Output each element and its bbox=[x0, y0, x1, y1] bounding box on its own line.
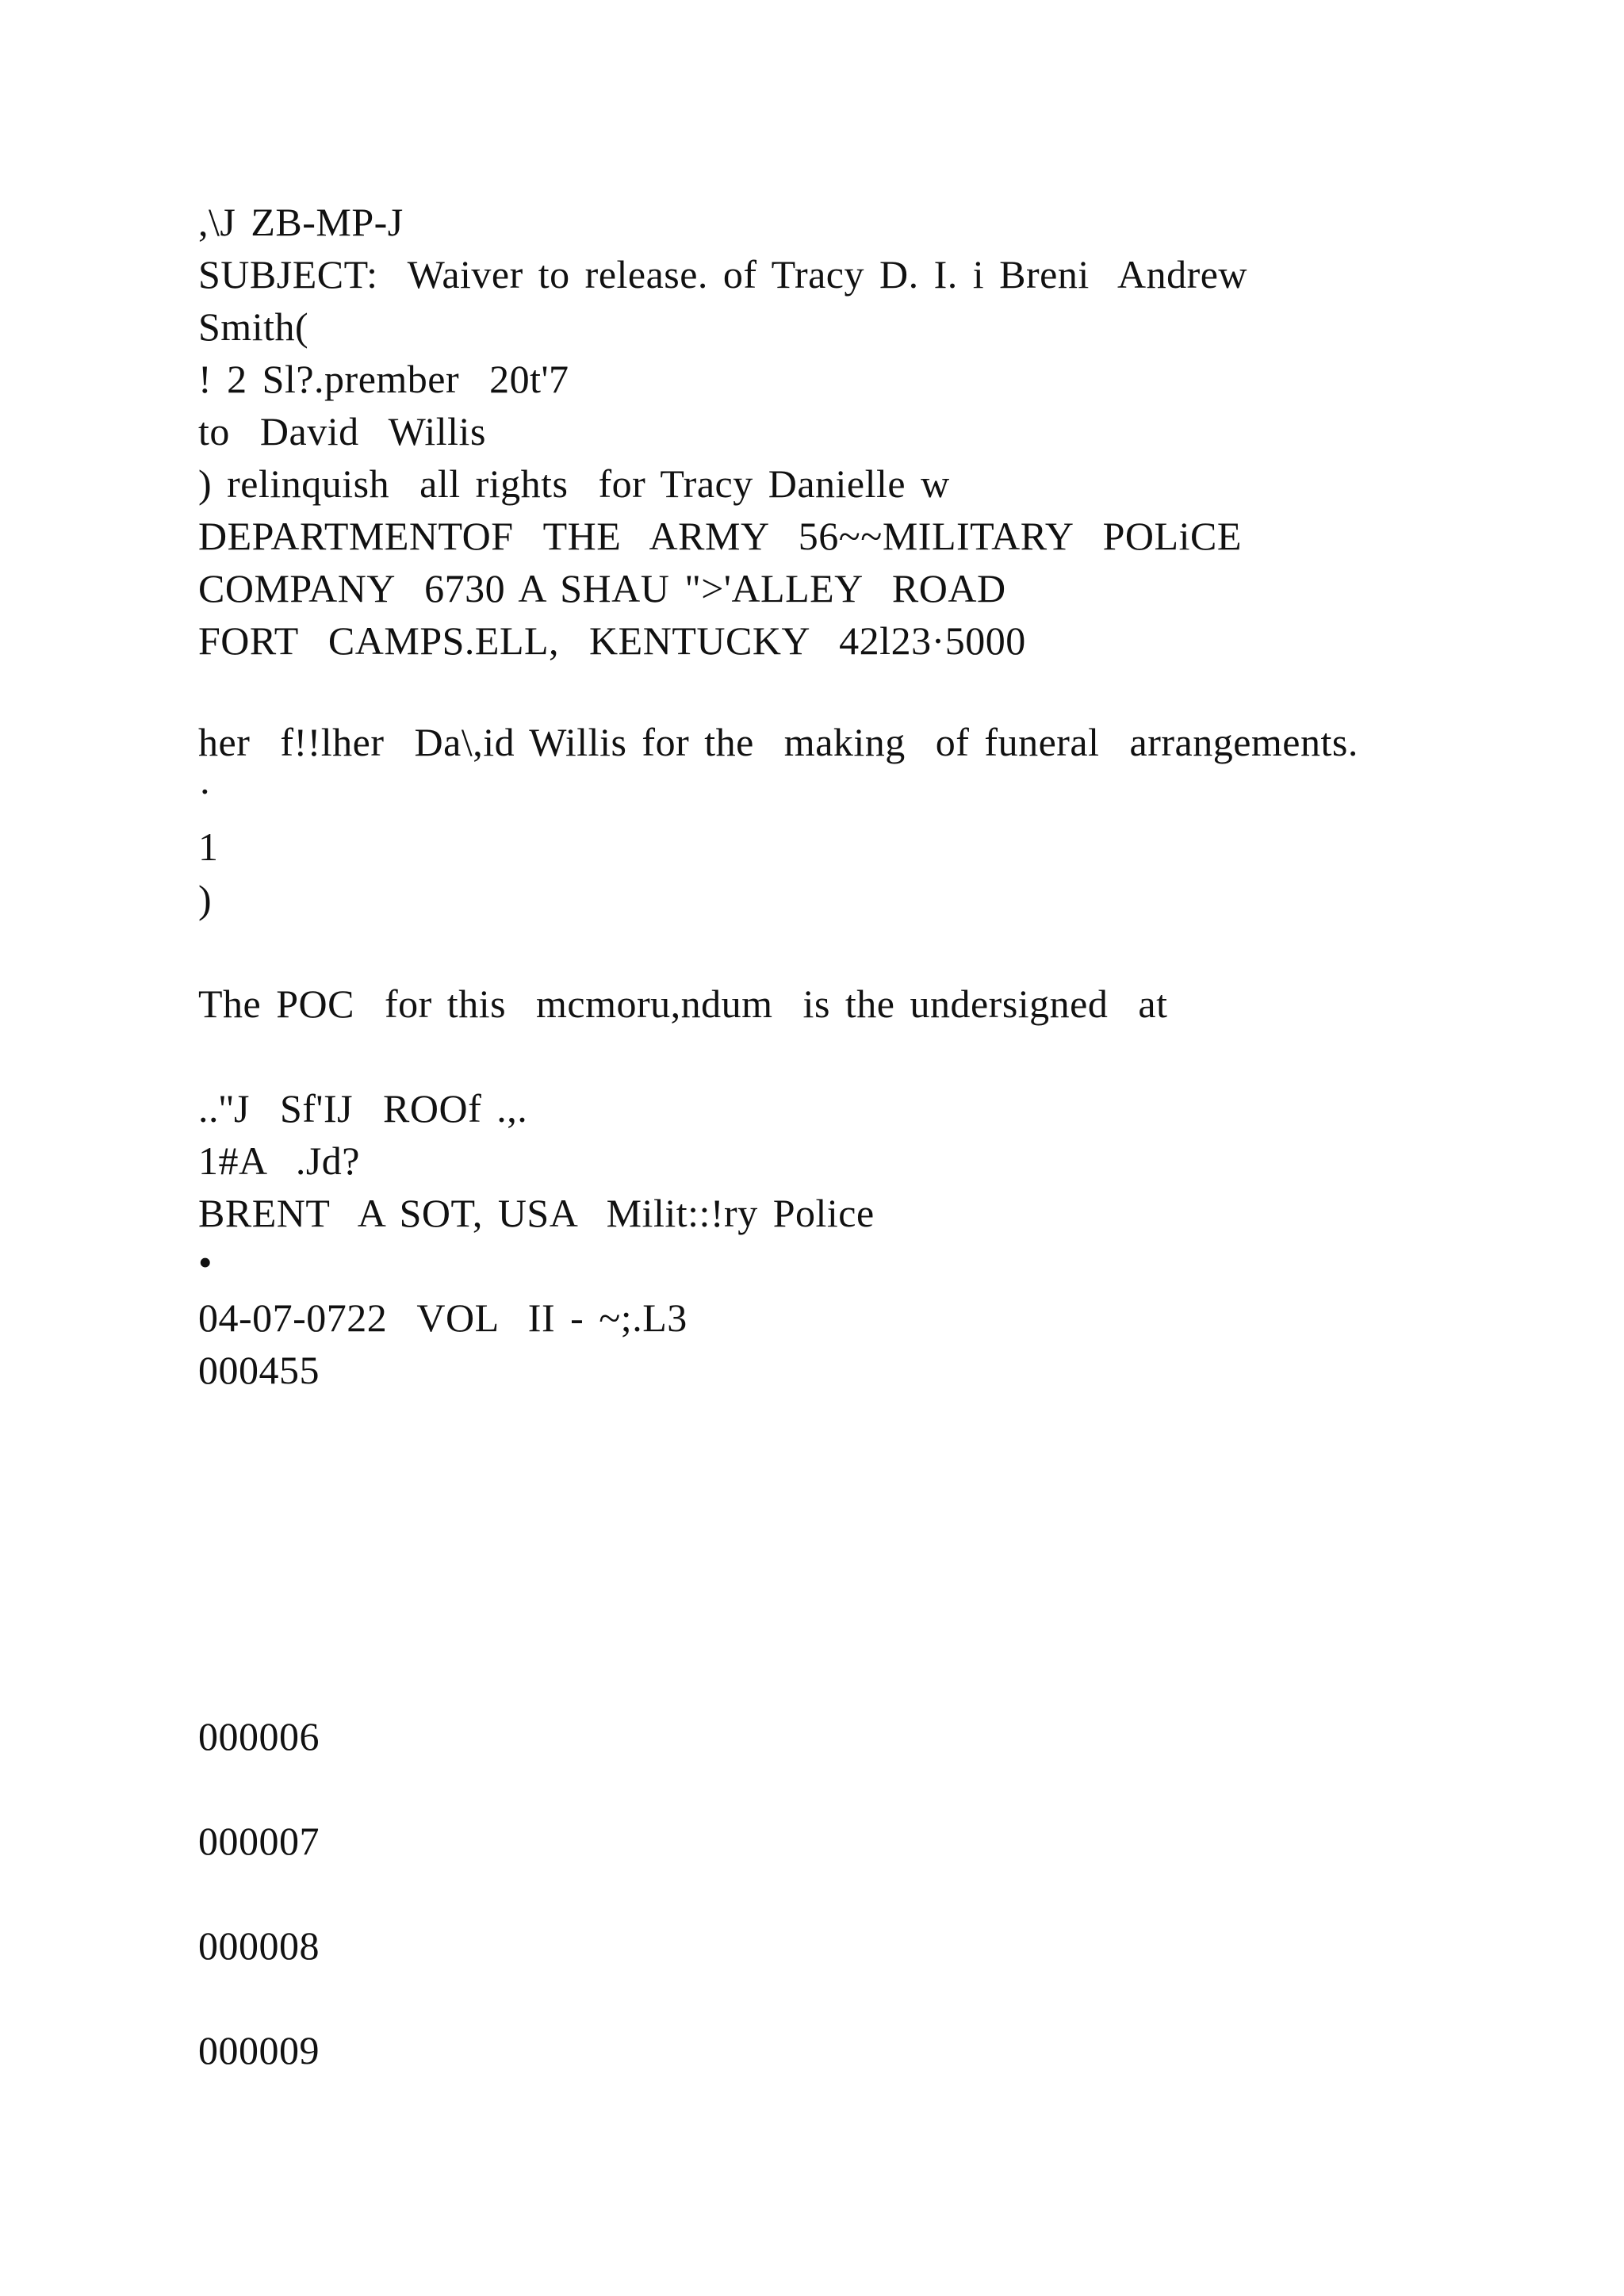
subject-line: SUBJECT: Waiver to release. of Tracy D. I. i Breni Andrew bbox=[198, 252, 1248, 297]
subject-continuation: Smith( bbox=[198, 304, 309, 349]
page-number: 000455 bbox=[198, 1348, 320, 1392]
body-line: her f!!lher Da\,id Willis for the making of funeral arrangements. bbox=[198, 720, 1358, 764]
poc-line: The POC for this mcmoru,ndum is the undersigned at bbox=[198, 982, 1168, 1026]
to-line: to David Willis bbox=[198, 409, 486, 453]
dot-mark: · bbox=[198, 769, 213, 813]
relinquish-line: ) relinquish all rights for Tracy Danielle w bbox=[198, 461, 950, 506]
letterhead-line-2: COMPANY 6730 A SHAU ">'ALLEY ROAD bbox=[198, 566, 1006, 610]
paren-mark: ) bbox=[198, 877, 213, 921]
bullet-mark: • bbox=[198, 1240, 213, 1284]
letterhead-line-1: DEPARTMENTOF THE ARMY 56~~MILITARY POLiCE bbox=[198, 514, 1242, 558]
bates-number: 000009 bbox=[198, 2028, 320, 2072]
bates-number: 000007 bbox=[198, 1819, 320, 1863]
signature-block: BRENT A SOT, USA Milit::!ry Police bbox=[198, 1191, 875, 1235]
number-mark: 1 bbox=[198, 825, 219, 869]
footer-reference: 04-07-0722 VOL II - ~;.L3 bbox=[198, 1295, 688, 1340]
bates-number: 000006 bbox=[198, 1714, 320, 1758]
signature-garble-1: ..''J Sf'IJ ROOf .,. bbox=[198, 1086, 528, 1131]
date-line: ! 2 Sl?.prember 20t'7 bbox=[198, 357, 569, 401]
signature-garble-2: 1#A .Jd? bbox=[198, 1138, 360, 1183]
bates-number: 000008 bbox=[198, 1923, 320, 1968]
header-code: ,\J ZB-MP-J bbox=[198, 200, 404, 244]
letterhead-line-3: FORT CAMPS.ELL, KENTUCKY 42l23·5000 bbox=[198, 618, 1026, 663]
